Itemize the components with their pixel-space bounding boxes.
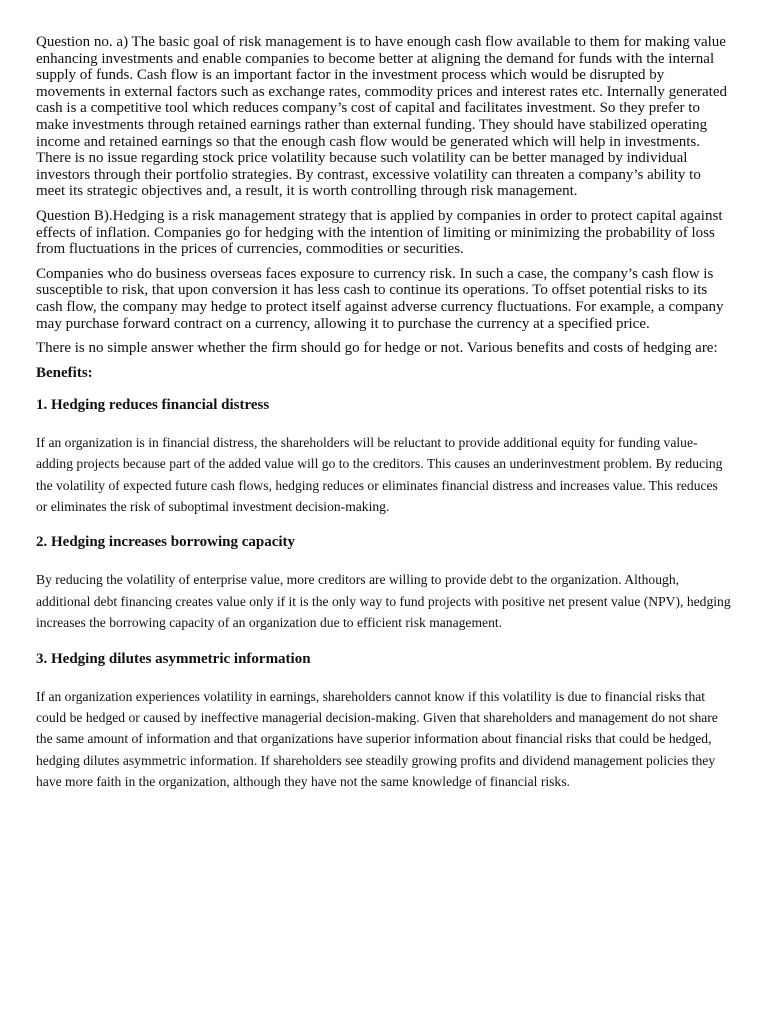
benefits-label: Benefits: [36,364,93,381]
question-b-paragraph: Question B).Hedging is a risk management strategy that is applied by companies in order to protect capital against effects of inflation. Companies go for hedging with the intention of limiting or minimizing the probability of loss from fluctuations in the prices of currencies, commodities or securities. [36,207,723,258]
no-simple-answer-paragraph: There is no simple answer whether the firm should go for hedge or not. Various benefits and costs of hedging are: [36,340,718,357]
benefit-2-body: By reducing the volatility of enterprise value, more creditors are willing to provide debt to the organization. Although, additional debt financing creates value only if it is the only way to fund projects with positive net present value (NPV), hedging increases the borrowing capacity of an organization due to efficient risk management. [36,572,731,631]
currency-risk-paragraph: Companies who do business overseas faces exposure to currency risk. In such a case, the company’s cash flow is susceptible to risk, that upon conversion it has less cash to continue its operations. To offset potential risks to its cash flow, the company may hedge to protect itself against adverse currency fluctuations. For example, a company may purchase forward contract on a currency, allowing it to purchase the currency at a specified price. [36,265,724,332]
benefit-1-body: If an organization is in financial distress, the shareholders will be reluctant to provide additional equity for funding value-adding projects because part of the added value will go to the creditors. This causes an underinvestment problem. By reducing the volatility of expected future cash flows, hedging reduces or eliminates financial distress and increases value. This reduces or eliminates the risk of suboptimal investment decision-making. [36,434,723,514]
document-page [36,34,732,803]
benefit-3-body: If an organization experiences volatility in earnings, shareholders cannot know if this volatility is due to financial risks that could be hedged or caused by ineffective managerial decision-making. Given that shareholders and management do not share the same amount of information and that organizations have superior information about financial risks that could be hedged, hedging dilutes asymmetric information. If shareholders see steadily growing profits and dividend management policies they have more faith in the organization, although they have not the same knowledge of financial risks. [36,688,718,790]
benefit-3-heading: 3. Hedging dilutes asymmetric information [36,650,311,667]
benefit-2-heading: 2. Hedging increases borrowing capacity [36,534,296,551]
benefit-1-heading: 1. Hedging reduces financial distress [36,396,270,413]
question-a-paragraph: Question no. a) The basic goal of risk management is to have enough cash flow available to them for making value enhancing investments and enable companies to become better at aligning the demand for funds with the internal supply of funds. Cash flow is an important factor in the investment process which would be disrupted by movements in external factors such as exchange rates, commodity prices and interest rates etc. Internally generated cash is a competitive tool which reduces company’s cost of capital and facilitates investment. So they prefer to make investments through retained earnings rather than external funding. They should have stabilized operating income and retained earnings so that the enough cash flow would be generated which will help in investments. There is no issue regarding stock price volatility because such volatility can be better managed by individual investors through their portfolio strategies. By contrast, excessive volatility can threaten a company’s ability to meet its strategic objectives and, a result, it is worth controlling through risk management. [36,34,727,200]
